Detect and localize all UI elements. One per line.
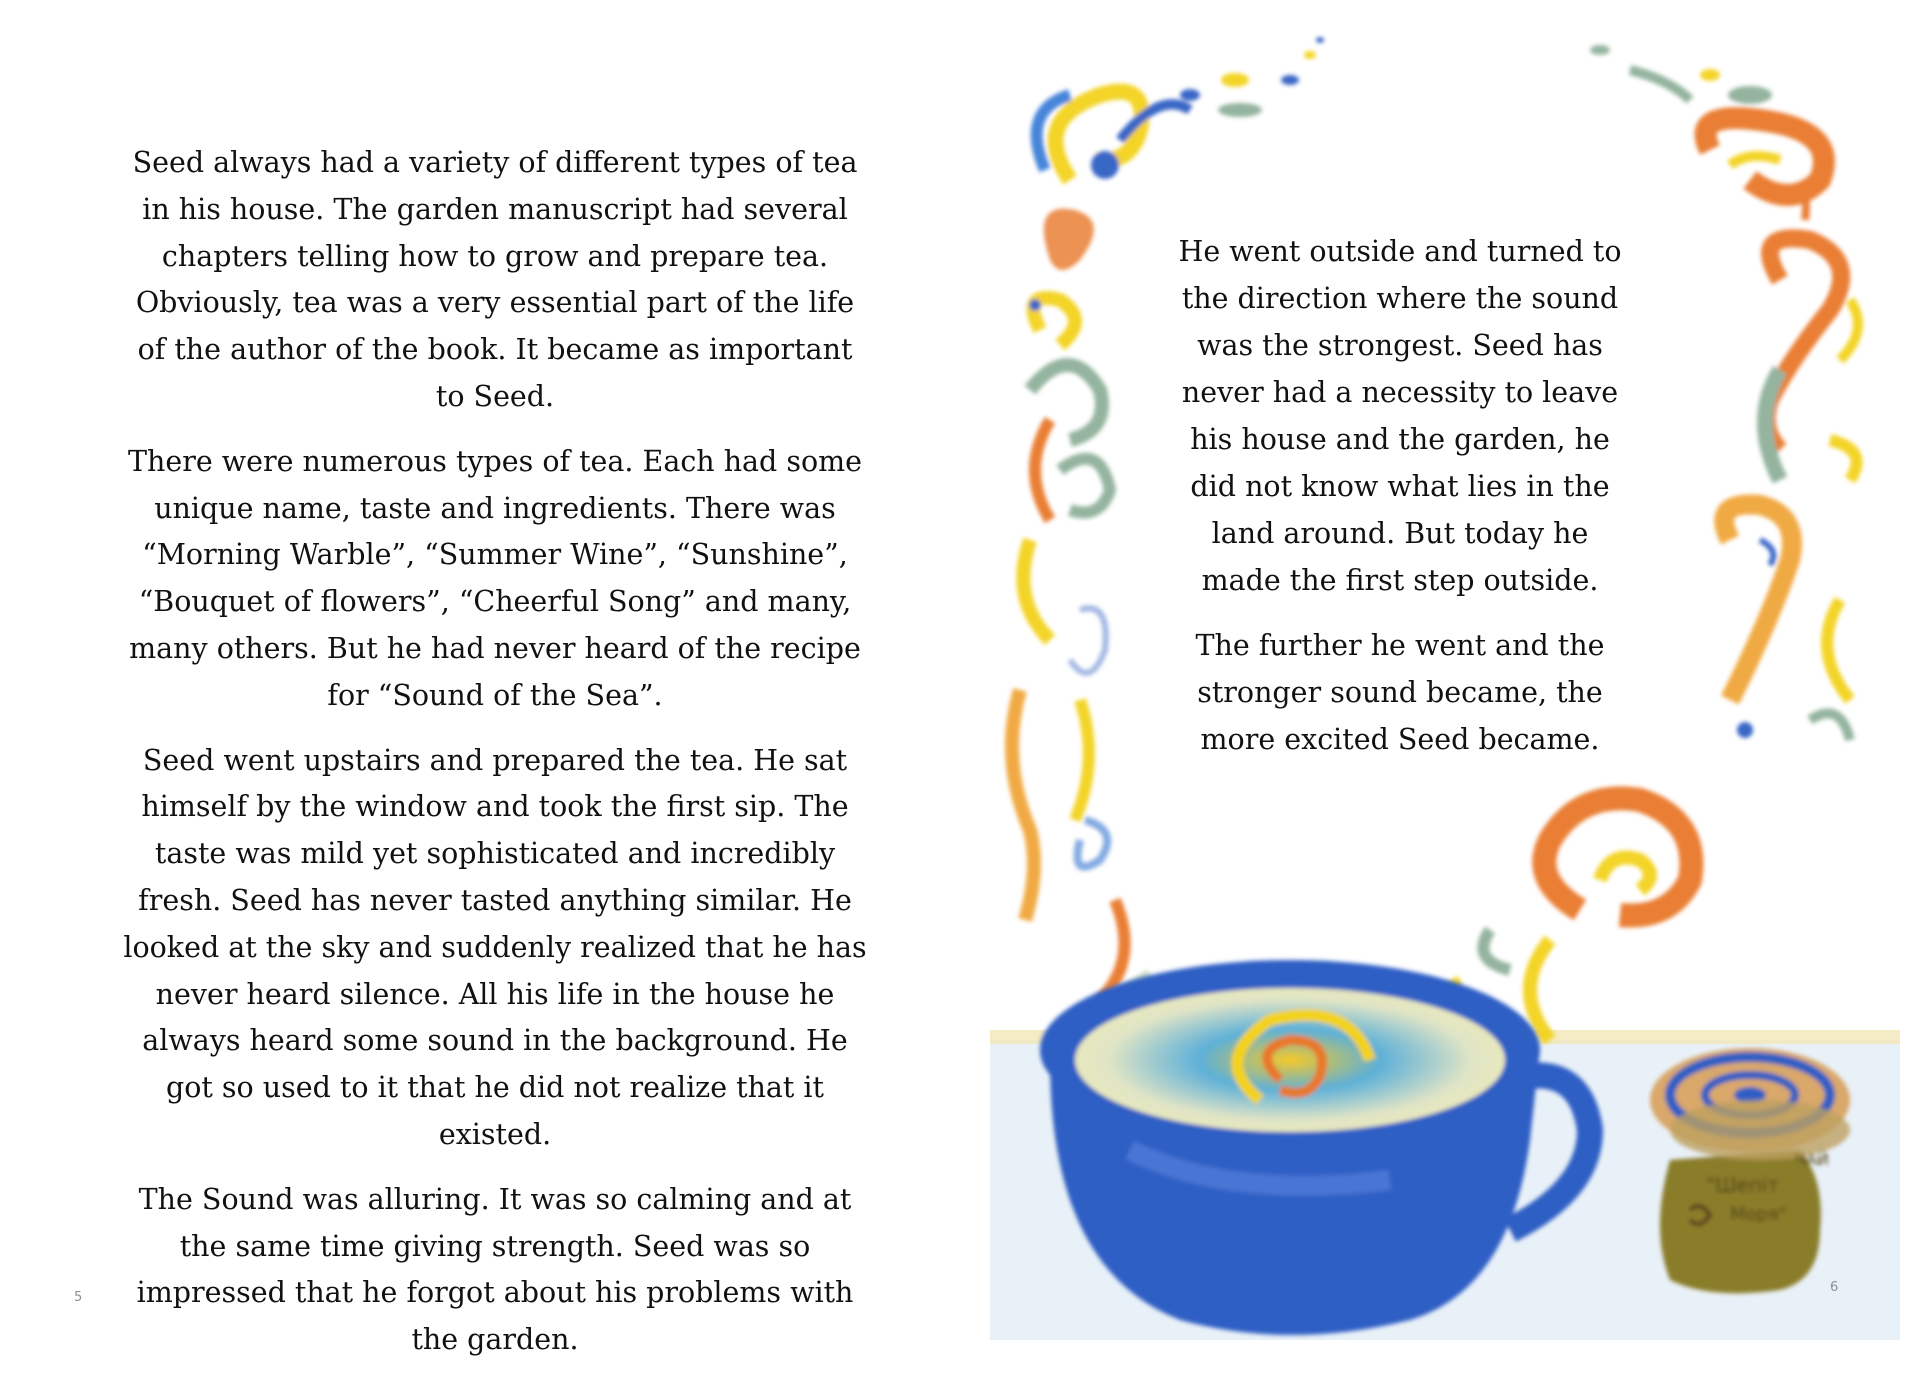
left-page-text [120,140,870,1382]
page-number-right: 6 [1830,1280,1839,1295]
page-number-left: 5 [74,1290,83,1305]
paragraph: He went outside and turned to the direction where the sound was the strongest. Seed has never had a necessity to leave his house and the garden, he did not know what lies in the land around. But today he made the first step outside. [1178,235,1622,597]
jar-label-line: Моря" [1730,1204,1788,1225]
paragraph: The Sound was alluring. It was so calming and at the same time giving strength. Seed was so impressed that he forgot about his problems with the garden. [136,1182,854,1357]
jar-label-line: "Шепіт [1706,1173,1780,1197]
right-page-text [1175,228,1625,781]
paragraph: The further he went and the stronger sound became, the more excited Seed became. [1195,629,1605,756]
paragraph: Seed always had a variety of different types of tea in his house. The garden manuscript had several chapters telling how to grow and prepare tea. Obviously, tea was a very essential part of the life of the author of the book. It became as important to Seed. [132,146,858,413]
paragraph: There were numerous types of tea. Each had some unique name, taste and ingredients. There was “Morning Warble”, “Summer Wine”, “Sunshine”, “Bouquet of flowers”, “Cheerful Song” and many, many others. But he had never heard of the recipe for “Sound of the Sea”. [127,444,863,712]
jar-label-line: ЧАЙ [1795,1150,1829,1169]
paragraph: Seed went upstairs and prepared the tea. He sat himself by the window and took the first sip. The taste was mild yet sophisticated and incredibly fresh. Seed has never tasted anything similar. He looked at the sky and suddenly realized that he has never heard silence. All his life in the house he always heard some sound in the background. He got so used to it that he did not realize that it existed. [123,743,867,1151]
